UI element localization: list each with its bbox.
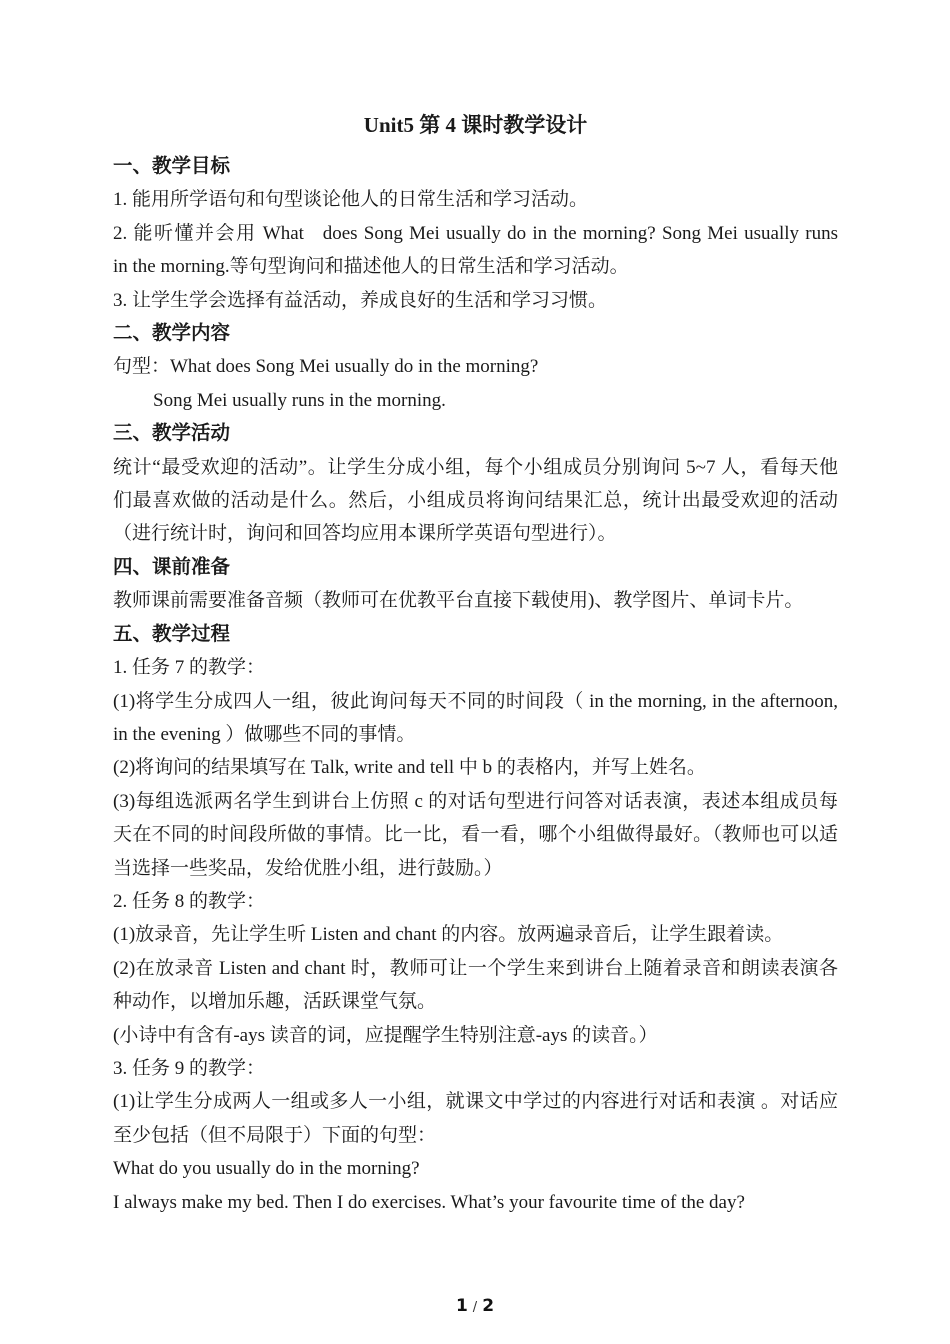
section-heading-1: 一、教学目标 <box>113 155 231 177</box>
paragraph-line: (3)每组选派两名学生到讲台上仿照 c 的对话句型进行问答对话表演，表述本组成员每 <box>113 790 838 812</box>
paragraph-line: in the morning.等句型询问和描述他人的日常生活和学习活动。 <box>113 256 629 278</box>
paragraph-line: (1)放录音，先让学生听 Listen and chant 的内容。放两遍录音后，让学生跟着读。 <box>113 924 784 946</box>
page-number-total: 2 <box>482 1296 495 1316</box>
paragraph-line: （进行统计时，询问和回答均应用本课所学英语句型进行）。 <box>113 523 617 545</box>
paragraph-line: 教师课前需要准备音频（教师可在优教平台直接下载使用)、教学图片、单词卡片。 <box>113 590 804 612</box>
paragraph-line: What do you usually do in the morning? <box>113 1158 420 1180</box>
paragraph-line: (2)在放录音 Listen and chant 时，教师可让一个学生来到讲台上随着录音和朗读表演各 <box>113 957 838 979</box>
paragraph-line: 当选择一些奖品，发给优胜小组，进行鼓励。） <box>113 857 503 879</box>
page-number <box>0 1296 950 1316</box>
section-heading-4: 四、课前准备 <box>113 555 231 578</box>
paragraph-line: 3. 任务 9 的教学： <box>113 1057 266 1079</box>
paragraph-line: Song Mei usually runs in the morning. <box>153 389 446 411</box>
paragraph-line: 天在不同的时间段所做的事情。比一比，看一看，哪个小组做得最好。（教师也可以适 <box>113 824 838 846</box>
paragraph-line: in the evening ）做哪些不同的事情。 <box>113 723 416 745</box>
paragraph-line: 们最喜欢做的活动是什么。然后，小组成员将询问结果汇总，统计出最受欢迎的活动 <box>113 490 838 512</box>
paragraph-line: (1)让学生分成两人一组或多人一小组，就课文中学过的内容进行对话和表演 。对话应 <box>113 1091 838 1113</box>
paragraph-line: 种动作，以增加乐趣，活跃课堂气氛。 <box>113 991 437 1013</box>
paragraph-line: 至少包括（但不局限于）下面的句型： <box>113 1124 437 1146</box>
page-number-separator: / <box>472 1300 478 1315</box>
paragraph-line: (小诗中有含有-ays 读音的词，应提醒学生特别注意-ays 的读音。） <box>113 1024 658 1046</box>
paragraph-line: 1. 任务 7 的教学： <box>113 657 266 679</box>
paragraph-line: 1. 能用所学语句和句型谈论他人的日常生活和学习活动。 <box>113 189 589 211</box>
paragraph-line: (2)将询问的结果填写在 Talk, write and tell 中 b 的表格内，并写上姓名。 <box>113 757 706 779</box>
page-number-current: 1 <box>455 1296 468 1316</box>
section-heading-2: 二、教学内容 <box>113 322 231 345</box>
paragraph-line: 3. 让学生学会选择有益活动，养成良好的生活和学习习惯。 <box>113 289 608 311</box>
page-title: Unit5 第 4 课时教学设计 <box>363 113 588 137</box>
section-heading-3: 三、教学活动 <box>113 422 231 445</box>
section-heading-5: 五、教学过程 <box>113 622 231 645</box>
paragraph-line: (1)将学生分成四人一组，彼此询问每天不同的时间段（ in the morning, in the afternoon, <box>113 690 838 712</box>
paragraph-line: 2. 任务 8 的教学： <box>113 890 266 912</box>
paragraph-line: 句型：What does Song Mei usually do in the morning? <box>113 356 539 378</box>
paragraph-line: 2. 能听懂并会用 What does Song Mei usually do in the morning? Song Mei usually runs <box>113 222 838 244</box>
paragraph-line: I always make my bed. Then I do exercises. What’s your favourite time of the day? <box>113 1191 745 1213</box>
paragraph-line: 统计“最受欢迎的活动”。让学生分成小组，每个小组成员分别询问 5~7 人，看每天他 <box>113 456 838 478</box>
